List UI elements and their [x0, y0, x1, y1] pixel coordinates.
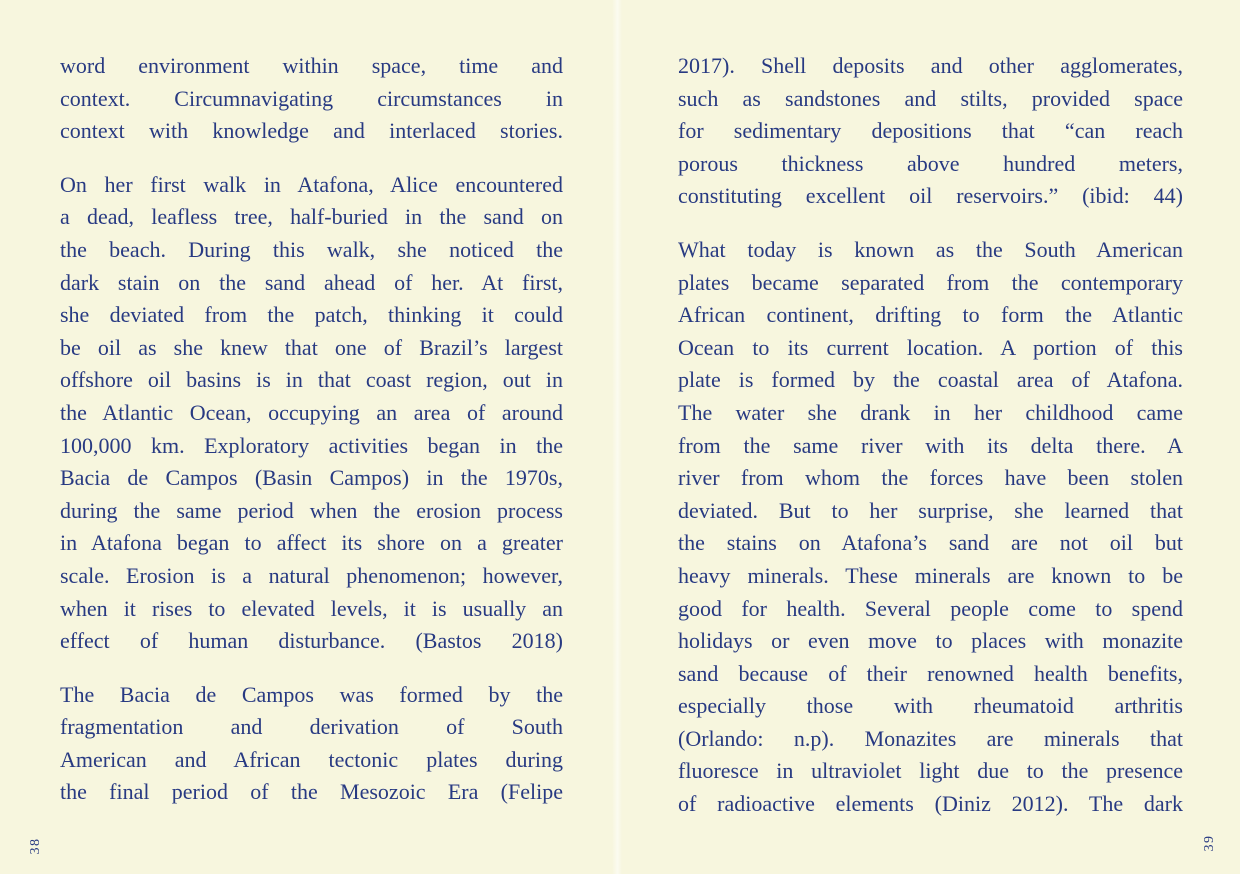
text-line: be oil as she knew that one of Brazil’s largest — [60, 334, 563, 360]
text-line: the final period of the Mesozoic Era (Felipe — [60, 779, 563, 805]
text-line: during the same period when the erosion process — [60, 497, 563, 523]
page-number-right: 39 — [1202, 834, 1217, 852]
text-line: The water she drank in her childhood came — [678, 399, 1183, 425]
text-line: good for health. Several people come to spend — [678, 595, 1183, 621]
text-line: word environment within space, time and — [60, 53, 563, 78]
page-number-left: 38 — [28, 837, 43, 855]
paragraph — [678, 234, 1183, 821]
text-line: effect of human disturbance. (Bastos 2018) — [60, 628, 563, 654]
text-line: such as sandstones and stilts, provided space — [678, 85, 1183, 111]
text-line: for sedimentary depositions that “can reach — [678, 118, 1183, 144]
paragraph — [60, 50, 563, 148]
text-line: porous thickness above hundred meters, — [678, 150, 1183, 176]
text-line: especially those with rheumatoid arthritis — [678, 693, 1183, 719]
page-right-text-block — [678, 50, 1183, 821]
text-line: the beach. During this walk, she noticed the — [60, 236, 563, 262]
text-line: fragmentation and derivation of South — [60, 714, 563, 740]
text-line: of radioactive elements (Diniz 2012). The dark — [678, 791, 1183, 817]
text-line: plate is formed by the coastal area of Atafona. — [678, 367, 1183, 393]
text-line: fluoresce in ultraviolet light due to the presence — [678, 758, 1183, 784]
text-line: On her first walk in Atafona, Alice encountered — [60, 171, 563, 197]
text-line: deviated. But to her surprise, she learned that — [678, 497, 1183, 523]
text-line: offshore oil basins is in that coast region, out in — [60, 367, 563, 393]
text-line: when it rises to elevated levels, it is usually an — [60, 595, 563, 621]
paragraph — [60, 679, 563, 809]
page-left-text-block — [60, 50, 563, 809]
text-line: constituting excellent oil reservoirs.” (ibid: 44) — [678, 183, 1183, 209]
text-line: (Orlando: n.p). Monazites are minerals that — [678, 725, 1183, 751]
text-line: a dead, leafless tree, half-buried in the sand on — [60, 204, 563, 230]
text-line: American and African tectonic plates during — [60, 746, 563, 772]
text-line: sand because of their renowned health benefits, — [678, 660, 1183, 686]
page-gutter — [612, 0, 622, 874]
text-line: in Atafona began to affect its shore on a greater — [60, 530, 563, 556]
text-line: What today is known as the South American — [678, 236, 1183, 262]
text-line: heavy minerals. These minerals are known to be — [678, 562, 1183, 588]
text-line: The Bacia de Campos was formed by the — [60, 681, 563, 707]
text-line: 2017). Shell deposits and other agglomerates, — [678, 53, 1183, 78]
text-line: plates became separated from the contemporary — [678, 269, 1183, 295]
text-line: Bacia de Campos (Basin Campos) in the 1970s, — [60, 465, 563, 491]
text-line: she deviated from the patch, thinking it could — [60, 302, 563, 328]
text-line: scale. Erosion is a natural phenomenon; however, — [60, 562, 563, 588]
text-line: the Atlantic Ocean, occupying an area of around — [60, 399, 563, 425]
text-line: river from whom the forces have been stolen — [678, 465, 1183, 491]
text-line: Ocean to its current location. A portion of this — [678, 334, 1183, 360]
text-line: 100,000 km. Exploratory activities began in the — [60, 432, 563, 458]
text-line: context with knowledge and interlaced stories. — [60, 118, 563, 144]
text-line: from the same river with its delta there. A — [678, 432, 1183, 458]
paragraph — [60, 169, 563, 658]
text-line: the stains on Atafona’s sand are not oil but — [678, 530, 1183, 556]
text-line: holidays or even move to places with monazite — [678, 628, 1183, 654]
text-line: African continent, drifting to form the Atlantic — [678, 302, 1183, 328]
text-line: dark stain on the sand ahead of her. At first, — [60, 269, 563, 295]
text-line: context. Circumnavigating circumstances in — [60, 85, 563, 111]
paragraph — [678, 50, 1183, 213]
